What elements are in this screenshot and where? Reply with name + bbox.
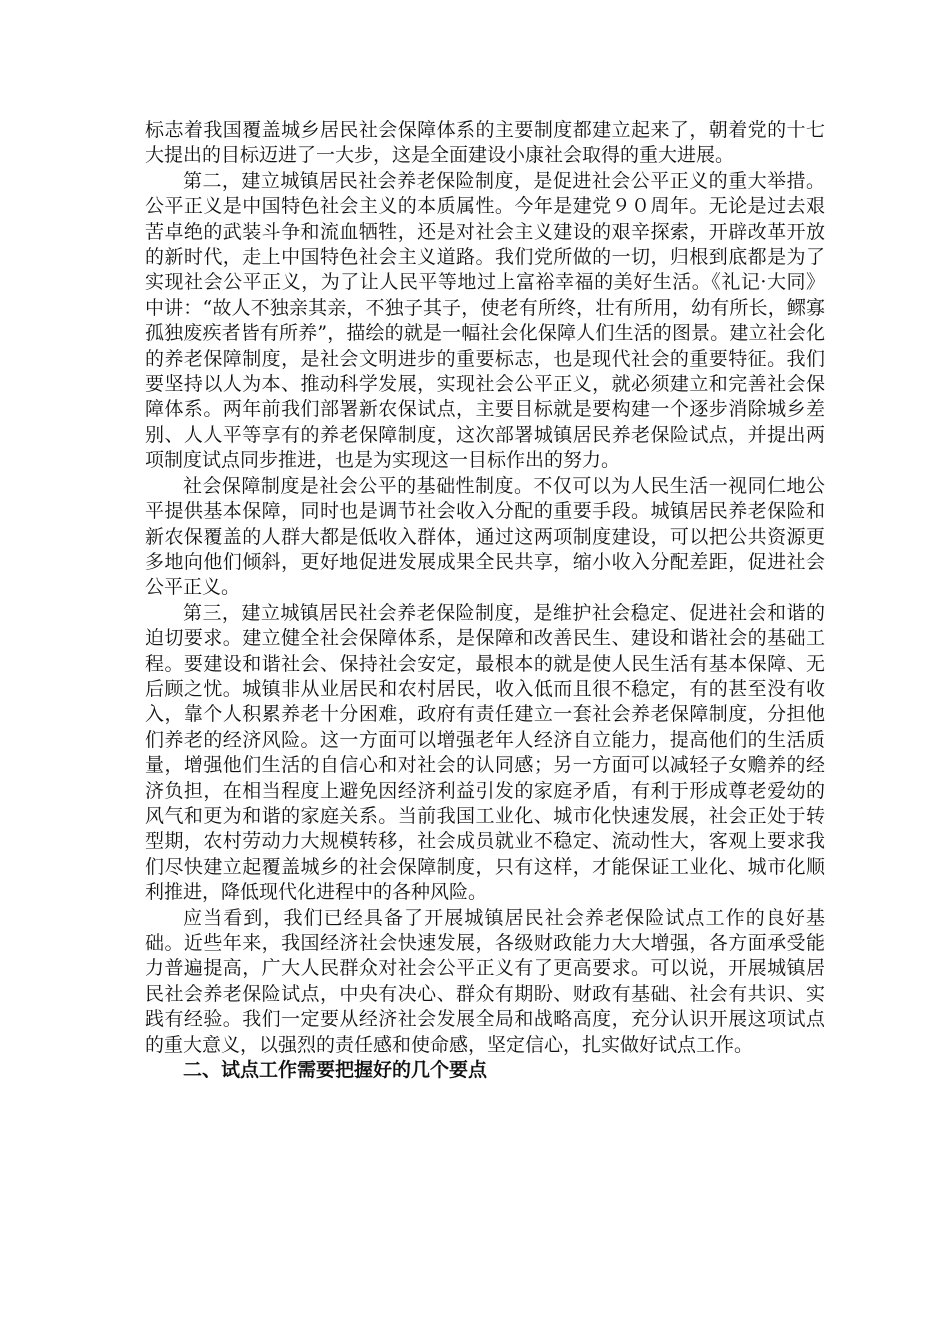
paragraph-point-three: 第三，建立城镇居民社会养老保险制度，是维护社会稳定、促进社会和谐的迫切要求。建立健全社会保障体系，是保障和改善民生、建设和谐社会的基础工程。要建设和谐社会、保持社会安定，最根本的就是使人民生活有基本保障、无后顾之忧。城镇非从业居民和农村居民，收入低而且很不稳定，有的甚至没有收入，靠个人积累养老十分困难，政府有责任建立一套社会养老保障制度，分担他们养老的经济风险。这一方面可以增强老年人经济自立能力，提高他们的生活质量，增强他们生活的自信心和对社会的认同感；另一方面可以减轻子女赡养的经济负担，在相当程度上避免因经济利益引发的家庭矛盾，有利于形成尊老爱幼的风气和更为和谐的家庭关系。当前我国工业化、城市化快速发展，社会正处于转型期，农村劳动力大规模转移，社会成员就业不稳定、流动性大，客观上要求我们尽快建立起覆盖城乡的社会保障制度，只有这样，才能保证工业化、城市化顺利推进，降低现代化进程中的各种风险。 [145,601,825,904]
document-body [145,118,825,1083]
paragraph-continuation: 标志着我国覆盖城乡居民社会保障体系的主要制度都建立起来了，朝着党的十七大提出的目标迈进了一大步，这是全面建设小康社会取得的重大进展。 [145,119,825,167]
section-heading: 二、试点工作需要把握好的几个要点 [183,1059,488,1082]
paragraph-social-security-fairness: 社会保障制度是社会公平的基础性制度。不仅可以为人民生活一视同仁地公平提供基本保障，同时也是调节社会收入分配的重要手段。城镇居民养老保险和新农保覆盖的人群大都是低收入群体，通过这两项制度建设，可以把公共资源更多地向他们倾斜，更好地促进发展成果全民共享，缩小收入分配差距，促进社会公平正义。 [145,474,825,599]
paragraph-foundation: 应当看到，我们已经具备了开展城镇居民社会养老保险试点工作的良好基础。近些年来，我国经济社会快速发展，各级财政能力大大增强，各方面承受能力普遍提高，广大人民群众对社会公平正义有了更高要求。可以说，开展城镇居民社会养老保险试点，中央有决心、群众有期盼、财政有基础、社会有共识、实践有经验。我们一定要从经济社会发展全局和战略高度，充分认识开展这项试点的重大意义，以强烈的责任感和使命感，坚定信心，扎实做好试点工作。 [145,906,825,1056]
paragraph-point-two: 第二，建立城镇居民社会养老保险制度，是促进社会公平正义的重大举措。公平正义是中国特色社会主义的本质属性。今年是建党９０周年。无论是过去艰苦卓绝的武装斗争和流血牺牲，还是对社会主义建设的艰辛探索，开辟改革开放的新时代，走上中国特色社会主义道路。我们党所做的一切，归根到底都是为了实现社会公平正义，为了让人民平等地过上富裕幸福的美好生活。《礼记·大同》中讲：“故人不独亲其亲，不独子其子，使老有所终，壮有所用，幼有所长，鳏寡孤独废疾者皆有所养”，描绘的就是一幅社会化保障人们生活的图景。建立社会化的养老保障制度，是社会文明进步的重要标志，也是现代社会的重要特征。我们要坚持以人为本、推动科学发展，实现社会公平正义，就必须建立和完善社会保障体系。两年前我们部署新农保试点，主要目标就是要构建一个逐步消除城乡差别、人人平等享有的养老保障制度，这次部署城镇居民养老保险试点，并提出两项制度试点同步推进，也是为实现这一目标作出的努力。 [145,169,825,472]
